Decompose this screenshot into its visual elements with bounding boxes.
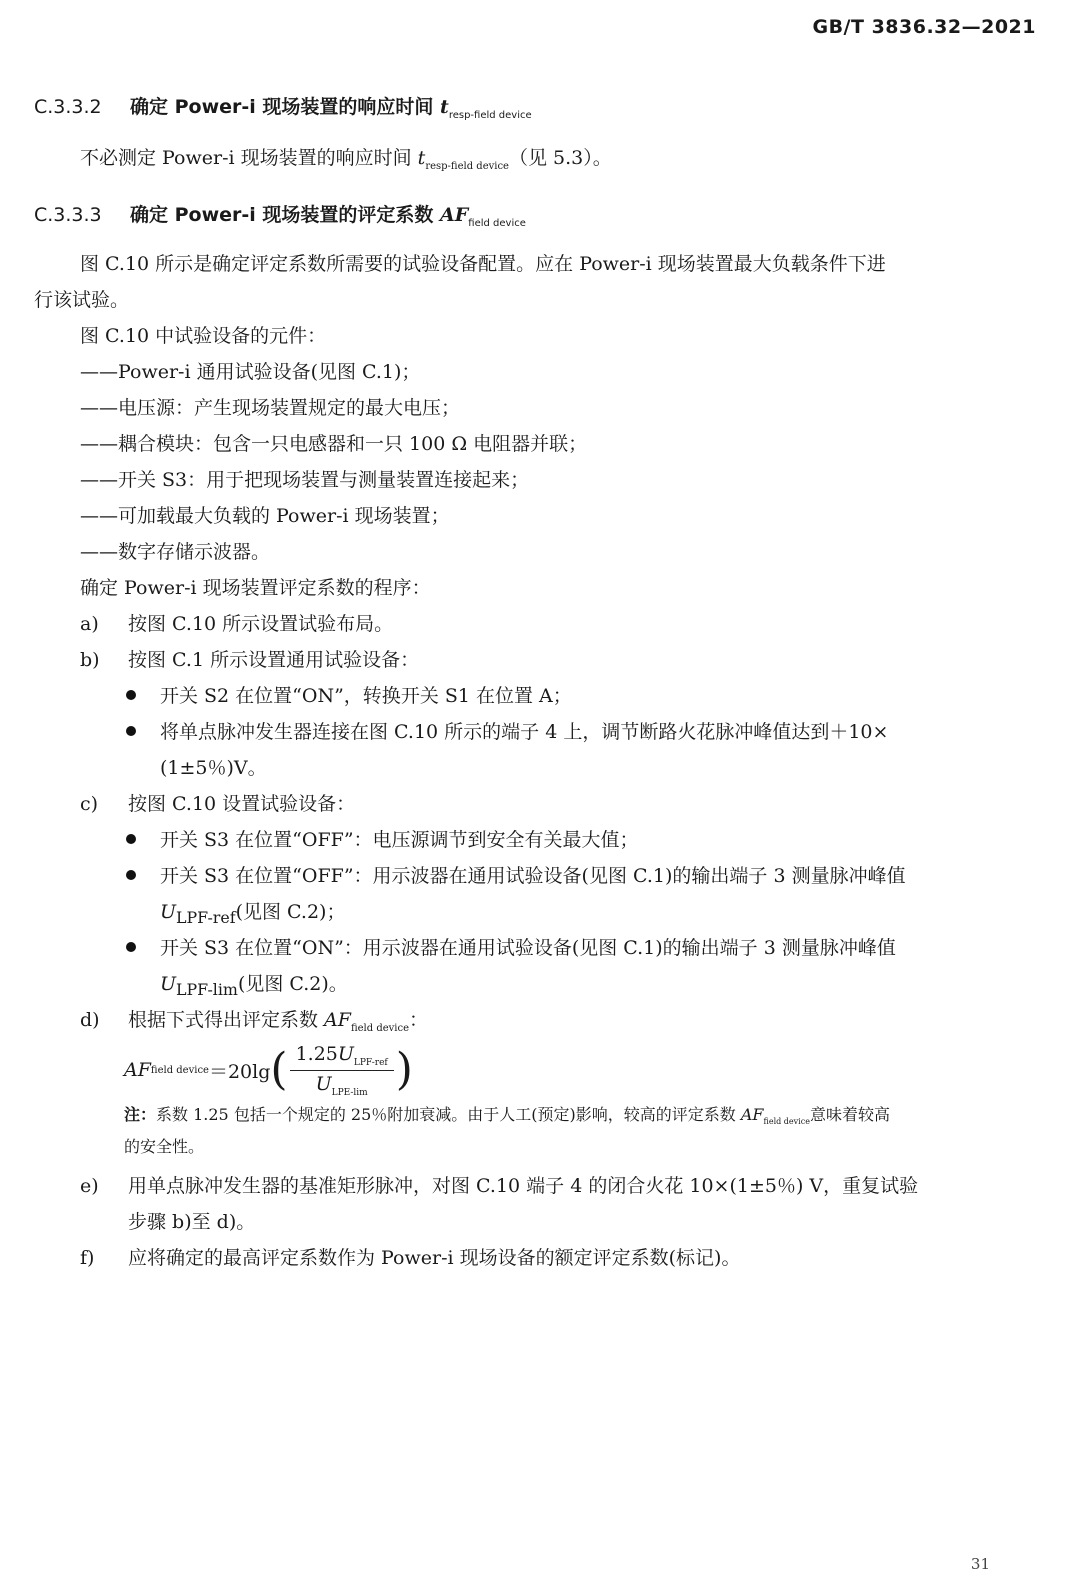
subscript: LPF-lim bbox=[176, 979, 238, 999]
section-title: 确定 Power-i 现场装置的响应时间 bbox=[130, 96, 441, 118]
paragraph-procedure-intro: 确定 Power-i 现场装置评定系数的程序： bbox=[80, 577, 431, 599]
section-heading-c3-3-3 bbox=[34, 200, 526, 229]
step-e-line2: 步骤 b)至 d)。 bbox=[128, 1211, 256, 1233]
step-label: a) bbox=[80, 613, 99, 635]
step-b-bullet-2-line1: 将单点脉冲发生器连接在图 C.10 所示的端子 4 上，调节断路火花脉冲峰值达到＋10× bbox=[160, 721, 889, 743]
numerator-subscript: LPF-ref bbox=[353, 1057, 388, 1068]
step-b-bullet-1: 开关 S2 在位置“ON”，转换开关 S1 在位置 A； bbox=[160, 685, 572, 707]
list-item-component: ——可加载最大负载的 Power-i 现场装置； bbox=[80, 505, 450, 527]
step-c-bullet-1: 开关 S3 在位置“OFF”：电压源调节到安全有关最大值； bbox=[160, 829, 639, 851]
step-label: b) bbox=[80, 649, 100, 671]
page-number: 31 bbox=[970, 1555, 990, 1573]
variable: U bbox=[160, 901, 177, 923]
paragraph-response-time bbox=[80, 140, 612, 185]
section-number: C.3.3.3 bbox=[34, 204, 102, 226]
section-heading-c3-3-2 bbox=[34, 92, 532, 121]
note-label: 注： bbox=[124, 1105, 157, 1124]
formula-af bbox=[124, 1040, 413, 1100]
subscript: field device bbox=[763, 1117, 810, 1127]
subscript: resp-field device bbox=[425, 160, 509, 172]
subscript: resp-field device bbox=[448, 109, 532, 121]
step-c-bullet-2-line1: 开关 S3 在位置“OFF”：用示波器在通用试验设备(见图 C.1)的输出端子 3 测量脉冲峰值 bbox=[160, 865, 906, 887]
formula-lhs-variable: AF bbox=[124, 1059, 151, 1081]
subscript: field device bbox=[350, 1022, 410, 1034]
step-e-line1 bbox=[80, 1168, 918, 1204]
formula-open-paren: ( bbox=[270, 1044, 288, 1095]
subscript: LPF-ref bbox=[176, 907, 236, 927]
bullet-icon bbox=[126, 690, 136, 700]
note-line2: 的安全性。 bbox=[124, 1137, 205, 1156]
list-item-component: ——数字存储示波器。 bbox=[80, 541, 271, 563]
paragraph-tail: （见 5.3）。 bbox=[508, 147, 612, 169]
paragraph-components-intro: 图 C.10 中试验设备的元件： bbox=[80, 325, 327, 347]
variable: AF bbox=[440, 204, 469, 226]
paragraph-intro-line1: 图 C.10 所示是确定评定系数所需要的试验设备配置。应在 Power-i 现场装置最大负载条件下进 bbox=[80, 253, 886, 275]
variable: t bbox=[440, 96, 449, 118]
list-item-component: ——电压源：产生现场装置规定的最大电压； bbox=[80, 397, 461, 419]
step-a bbox=[80, 606, 393, 642]
step-text: 根据下式得出评定系数 bbox=[128, 1009, 325, 1031]
formula-numerator bbox=[290, 1043, 394, 1071]
formula-close-paren: ) bbox=[395, 1044, 413, 1095]
step-label: d) bbox=[80, 1009, 100, 1031]
paragraph-text: 不必测定 Power-i 现场装置的响应时间 bbox=[80, 147, 418, 169]
step-b bbox=[80, 642, 419, 678]
formula-lhs-subscript: field device bbox=[150, 1064, 209, 1076]
variable: AF bbox=[740, 1105, 764, 1124]
bullet-icon bbox=[126, 870, 136, 880]
section-number: C.3.3.2 bbox=[34, 96, 102, 118]
step-label: e) bbox=[80, 1175, 99, 1197]
denominator-subscript: LPE-lim bbox=[331, 1087, 368, 1098]
step-f bbox=[80, 1240, 740, 1276]
step-label: c) bbox=[80, 793, 99, 815]
variable: AF bbox=[324, 1009, 351, 1031]
numerator-coefficient: 1.25 bbox=[295, 1042, 338, 1065]
step-tail: (见图 C.2)。 bbox=[237, 973, 348, 995]
step-b-bullet-2-line2: (1±5％)V。 bbox=[160, 757, 267, 779]
formula-equals: ＝20lg bbox=[208, 1060, 271, 1083]
step-text: 按图 C.1 所示设置通用试验设备： bbox=[128, 649, 420, 671]
list-item-component: ——Power-i 通用试验设备(见图 C.1)； bbox=[80, 361, 421, 383]
paragraph-intro-line2: 行该试验。 bbox=[34, 289, 130, 311]
step-text: 按图 C.10 设置试验设备： bbox=[128, 793, 356, 815]
bullet-icon bbox=[126, 726, 136, 736]
variable: U bbox=[160, 973, 177, 995]
note-text: 系数 1.25 包括一个规定的 25％附加衰减。由于人工(预定)影响，较高的评定系数 bbox=[156, 1105, 741, 1124]
standard-number: GB/T 3836.32—2021 bbox=[812, 16, 1036, 38]
step-label: f) bbox=[80, 1247, 95, 1269]
section-title: 确定 Power-i 现场装置的评定系数 bbox=[130, 204, 441, 226]
bullet-icon bbox=[126, 942, 136, 952]
bullet-icon bbox=[126, 834, 136, 844]
variable: t bbox=[417, 147, 426, 169]
note-text-tail: 意味着较高 bbox=[809, 1105, 890, 1124]
list-item-component: ——开关 S3：用于把现场装置与测量装置连接起来； bbox=[80, 469, 530, 491]
step-tail: ： bbox=[409, 1009, 429, 1031]
subscript: field device bbox=[468, 217, 526, 229]
note-line1 bbox=[124, 1098, 890, 1139]
step-c-bullet-3-line1: 开关 S3 在位置“ON”：用示波器在通用试验设备(见图 C.1)的输出端子 3 测量脉冲峰值 bbox=[160, 937, 896, 959]
step-text: 按图 C.10 所示设置试验布局。 bbox=[128, 613, 394, 635]
formula-fraction bbox=[290, 1043, 394, 1098]
step-tail: (见图 C.2)； bbox=[235, 901, 346, 923]
formula-denominator bbox=[310, 1071, 374, 1098]
step-text: 应将确定的最高评定系数作为 Power-i 现场设备的额定评定系数(标记)。 bbox=[128, 1247, 741, 1269]
numerator-variable: U bbox=[337, 1042, 354, 1065]
list-item-component: ——耦合模块：包含一只电感器和一只 100 Ω 电阻器并联； bbox=[80, 433, 588, 455]
step-c bbox=[80, 786, 355, 822]
step-text: 用单点脉冲发生器的基准矩形脉冲，对图 C.10 端子 4 的闭合火花 10×(1±5％) V，重复试验 bbox=[128, 1175, 919, 1197]
denominator-variable: U bbox=[315, 1072, 332, 1095]
